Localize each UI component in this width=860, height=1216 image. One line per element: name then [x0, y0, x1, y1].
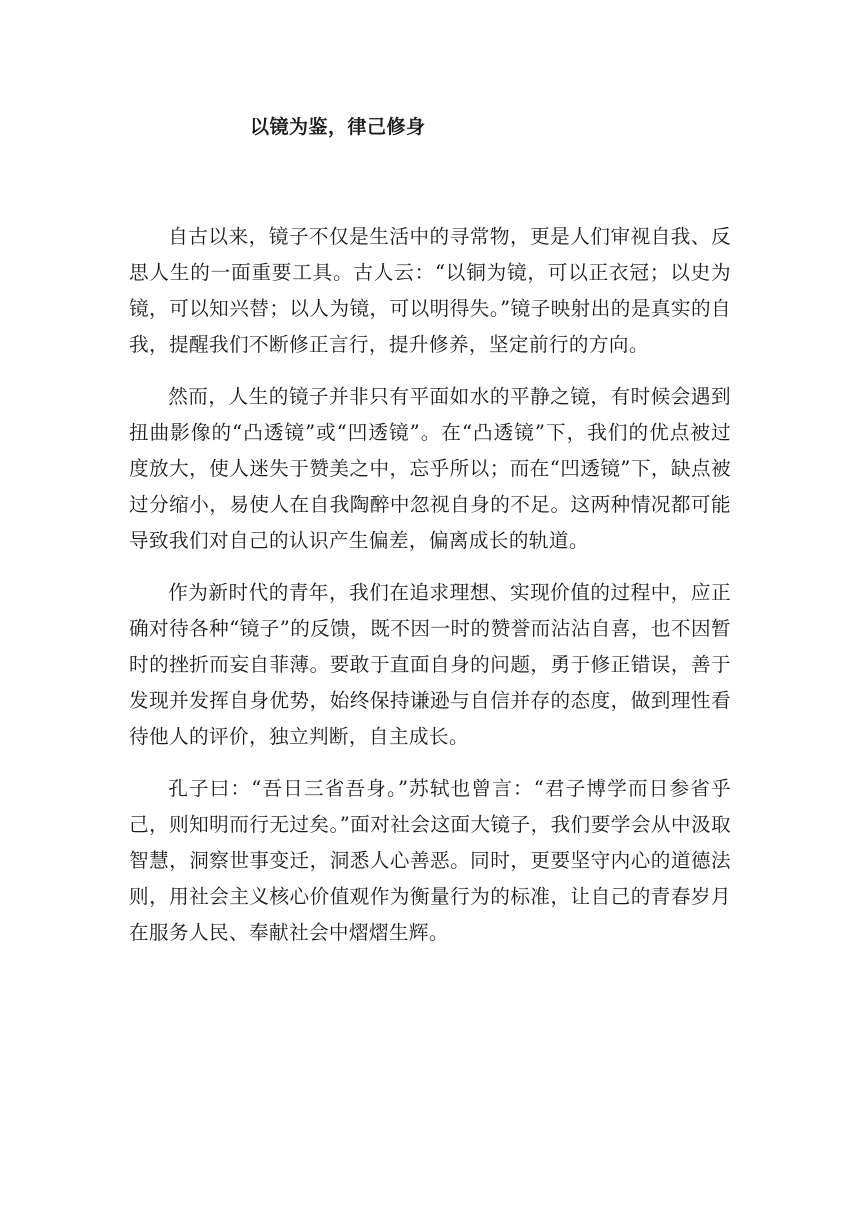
document-body: [129, 219, 731, 967]
paragraph-2: 然而，人生的镜子并非只有平面如水的平静之镜，有时候会遇到扭曲影像的“凸透镜”或“凹透镜”。在“凸透镜”下，我们的优点被过度放大，使人迷失于赞美之中，忘乎所以；而在“凹透镜”下，缺点被过分缩小，易使人在自我陶醉中忽视自身的不足。这两种情况都可能导致我们对自己的认识产生偏差，偏离成长的轨道。: [129, 385, 731, 552]
paragraph-4: 孔子曰：“吾日三省吾身。”苏轼也曾言：“君子博学而日参省乎己，则知明而行无过矣。”面对社会这面大镜子，我们要学会从中汲取智慧，洞察世事变迁，洞悉人心善恶。同时，更要坚守内心的道德法则，用社会主义核心价值观作为衡量行为的标准，让自己的青春岁月在服务人民、奉献社会中熠熠生辉。: [129, 777, 731, 944]
document-title: 以镜为鉴，律己修身: [250, 116, 426, 138]
paragraph-1: 自古以来，镜子不仅是生活中的寻常物，更是人们审视自我、反思人生的一面重要工具。古人云：“以铜为镜，可以正衣冠；以史为镜，可以知兴替；以人为镜，可以明得失。”镜子映射出的是真实的自我，提醒我们不断修正言行，提升修养，坚定前行的方向。: [129, 225, 731, 356]
paragraph-3: 作为新时代的青年，我们在追求理想、实现价值的过程中，应正确对待各种“镜子”的反馈，既不因一时的赞誉而沾沾自喜，也不因暂时的挫折而妄自菲薄。要敢于直面自身的问题，勇于修正错误，善于发现并发挥自身优势，始终保持谦逊与自信并存的态度，做到理性看待他人的评价，独立判断，自主成长。: [129, 581, 731, 748]
